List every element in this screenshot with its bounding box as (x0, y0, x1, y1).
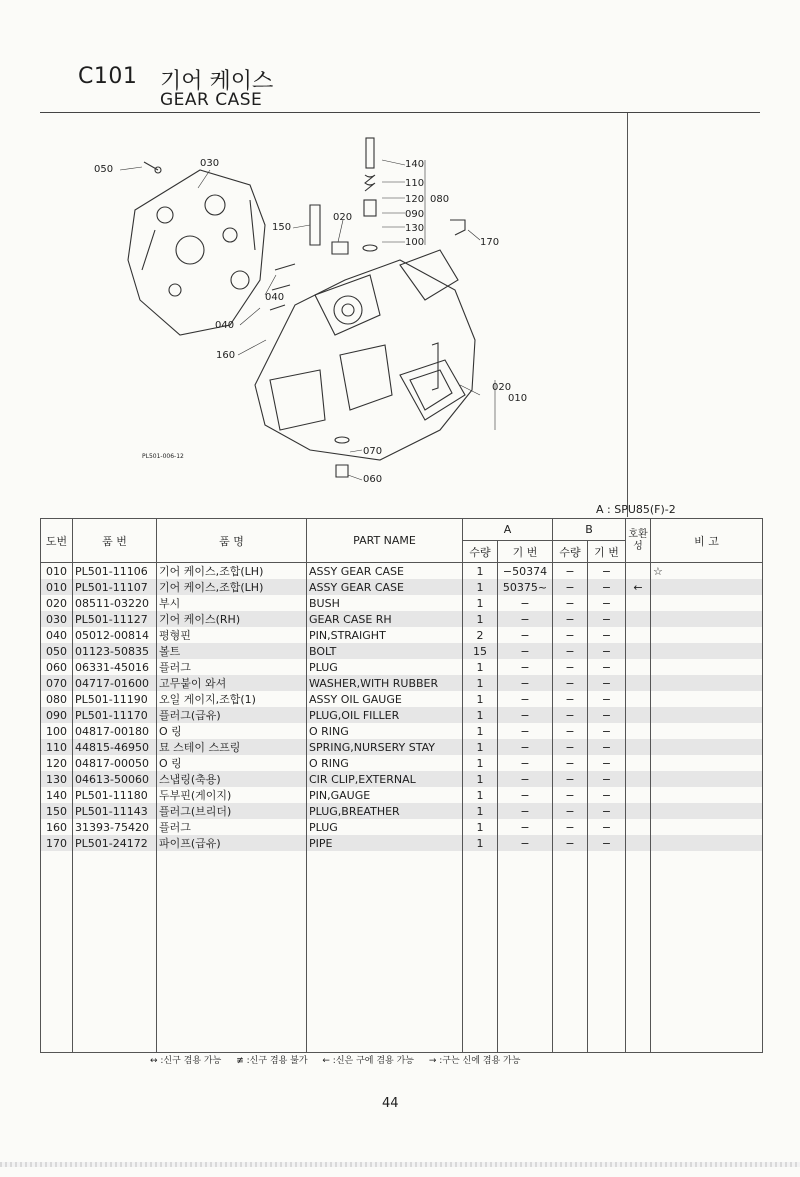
cell-part-name: O RING (307, 723, 463, 739)
cell-ref: 160 (41, 819, 73, 835)
cell-qty-b: − (553, 787, 588, 803)
cell-remarks (651, 595, 763, 611)
cell-ref: 140 (41, 787, 73, 803)
cell-part-no: PL501-11127 (73, 611, 157, 627)
cell-part-no: 05012-00814 (73, 627, 157, 643)
callout-label: 030 (200, 158, 220, 169)
empty-cell (157, 851, 307, 1053)
cell-serial-a: −50374 (498, 563, 553, 580)
cell-serial-b: − (588, 611, 626, 627)
cell-qty-a: 1 (463, 675, 498, 691)
cell-serial-b: − (588, 675, 626, 691)
cell-part-no: 08511-03220 (73, 595, 157, 611)
cell-serial-b: − (588, 755, 626, 771)
cell-compat: ← (626, 579, 651, 595)
cell-ref: 040 (41, 627, 73, 643)
cell-serial-b: − (588, 707, 626, 723)
cell-serial-b: − (588, 643, 626, 659)
col-qty-b: 수량 (553, 541, 588, 563)
cell-ref: 110 (41, 739, 73, 755)
cell-serial-a: − (498, 835, 553, 851)
cell-remarks (651, 579, 763, 595)
cell-qty-b: − (553, 643, 588, 659)
table-row (41, 707, 763, 723)
cell-qty-b: − (553, 579, 588, 595)
cell-ref: 070 (41, 675, 73, 691)
cell-part-no: PL501-11107 (73, 579, 157, 595)
cell-qty-a: 1 (463, 739, 498, 755)
col-qty-a: 수량 (463, 541, 498, 563)
cell-part-name: PLUG (307, 819, 463, 835)
cell-ref: 120 (41, 755, 73, 771)
cell-part-no: PL501-11170 (73, 707, 157, 723)
cell-serial-a: − (498, 643, 553, 659)
cell-part-name: PLUG,OIL FILLER (307, 707, 463, 723)
cell-ref: 100 (41, 723, 73, 739)
empty-cell (41, 851, 73, 1053)
table-row (41, 771, 763, 787)
callout-label: 170 (480, 237, 500, 248)
cell-part-name: ASSY GEAR CASE (307, 579, 463, 595)
col-group-a: A (463, 519, 553, 541)
empty-cell (553, 851, 588, 1053)
cell-qty-a: 1 (463, 803, 498, 819)
cell-serial-b: − (588, 787, 626, 803)
cell-remarks (651, 643, 763, 659)
cell-part-no: PL501-11180 (73, 787, 157, 803)
cell-qty-b: − (553, 803, 588, 819)
cell-remarks (651, 627, 763, 643)
callout-label: 090 (405, 209, 425, 220)
cell-compat (626, 835, 651, 851)
cell-compat (626, 627, 651, 643)
col-compat: 호환성 (626, 519, 651, 563)
table-row (41, 675, 763, 691)
cell-qty-a: 1 (463, 723, 498, 739)
cell-qty-a: 15 (463, 643, 498, 659)
cell-remarks (651, 787, 763, 803)
cell-part-name: CIR CLIP,EXTERNAL (307, 771, 463, 787)
table-row (41, 803, 763, 819)
callout-label: 050 (94, 164, 114, 175)
cell-remarks (651, 739, 763, 755)
cell-part-name: ASSY GEAR CASE (307, 563, 463, 580)
cell-serial-b: − (588, 723, 626, 739)
model-note: A : SPU85(F)-2 (596, 503, 676, 516)
cell-serial-a: − (498, 723, 553, 739)
cell-part-no: PL501-11143 (73, 803, 157, 819)
callout-label: 140 (405, 159, 425, 170)
cell-serial-a: 50375~ (498, 579, 553, 595)
cell-name-ko: 볼트 (157, 643, 307, 659)
cell-qty-a: 1 (463, 787, 498, 803)
cell-qty-a: 1 (463, 659, 498, 675)
empty-cell (463, 851, 498, 1053)
cell-qty-b: − (553, 627, 588, 643)
cell-qty-a: 1 (463, 819, 498, 835)
callout-label: 040 (215, 320, 235, 331)
cell-remarks (651, 675, 763, 691)
table-row (41, 563, 763, 580)
cell-part-no: PL501-11106 (73, 563, 157, 580)
cell-compat (626, 739, 651, 755)
cell-part-name: O RING (307, 755, 463, 771)
cell-qty-a: 1 (463, 563, 498, 580)
cell-compat (626, 787, 651, 803)
section-title-english: GEAR CASE (160, 90, 263, 110)
cell-serial-b: − (588, 835, 626, 851)
cell-compat (626, 675, 651, 691)
legend-item: → :구는 신에 겸용 가능 (428, 1056, 521, 1066)
cell-serial-a: − (498, 691, 553, 707)
col-part-name: PART NAME (307, 519, 463, 563)
cell-part-no: PL501-24172 (73, 835, 157, 851)
cell-name-ko: 플러그 (157, 819, 307, 835)
legend-item: ↔ :신구 겸용 가능 (150, 1056, 222, 1066)
cell-qty-b: − (553, 755, 588, 771)
cell-part-no: 06331-45016 (73, 659, 157, 675)
cell-qty-b: − (553, 659, 588, 675)
cell-compat (626, 819, 651, 835)
cell-serial-b: − (588, 659, 626, 675)
cell-serial-a: − (498, 659, 553, 675)
cell-name-ko: 부시 (157, 595, 307, 611)
cell-name-ko: 묘 스테이 스프링 (157, 739, 307, 755)
cell-remarks (651, 771, 763, 787)
cell-part-name: PIN,GAUGE (307, 787, 463, 803)
callout-label: 110 (405, 178, 425, 189)
cell-name-ko: 플러그(브리더) (157, 803, 307, 819)
cell-compat (626, 611, 651, 627)
cell-remarks (651, 659, 763, 675)
cell-compat (626, 595, 651, 611)
cell-name-ko: O 링 (157, 755, 307, 771)
compatibility-legend (150, 1053, 532, 1066)
cell-serial-a: − (498, 819, 553, 835)
table-row (41, 691, 763, 707)
cell-serial-a: − (498, 627, 553, 643)
cell-name-ko: O 링 (157, 723, 307, 739)
cell-serial-b: − (588, 563, 626, 580)
cell-compat (626, 803, 651, 819)
table-row (41, 643, 763, 659)
cell-qty-b: − (553, 563, 588, 580)
table-row (41, 755, 763, 771)
cell-ref: 050 (41, 643, 73, 659)
cell-part-no: 01123-50835 (73, 643, 157, 659)
cell-name-ko: 파이프(급유) (157, 835, 307, 851)
callout-label: 130 (405, 223, 425, 234)
header-divider (40, 112, 760, 113)
section-code: C101 (78, 64, 138, 89)
cell-serial-a: − (498, 611, 553, 627)
empty-cell (73, 851, 157, 1053)
callout-label: 020 (492, 382, 512, 393)
table-row (41, 627, 763, 643)
cell-ref: 010 (41, 563, 73, 580)
cell-qty-a: 1 (463, 835, 498, 851)
cell-part-name: ASSY OIL GAUGE (307, 691, 463, 707)
cell-name-ko: 평형핀 (157, 627, 307, 643)
col-group-b: B (553, 519, 626, 541)
cell-ref: 020 (41, 595, 73, 611)
cell-remarks (651, 835, 763, 851)
cell-ref: 060 (41, 659, 73, 675)
col-serial-b: 기 번 (588, 541, 626, 563)
cell-name-ko: 스냅링(축용) (157, 771, 307, 787)
table-row (41, 579, 763, 595)
callout-label: 040 (265, 292, 285, 303)
section-title-korean: 기어 케이스 (160, 69, 274, 94)
legend-item: ← :신은 구에 겸용 가능 (322, 1056, 414, 1066)
page-number: 44 (382, 1096, 399, 1111)
cell-qty-b: − (553, 835, 588, 851)
table-row (41, 611, 763, 627)
callout-label: 010 (508, 393, 528, 404)
figure-id: PL501-006-12 (142, 453, 184, 460)
cell-qty-b: − (553, 691, 588, 707)
cell-qty-b: − (553, 675, 588, 691)
table-row (41, 739, 763, 755)
cell-compat (626, 755, 651, 771)
table-row (41, 595, 763, 611)
cell-serial-b: − (588, 771, 626, 787)
cell-ref: 130 (41, 771, 73, 787)
cell-ref: 150 (41, 803, 73, 819)
cell-qty-a: 1 (463, 691, 498, 707)
empty-cell (626, 851, 651, 1053)
callout-label: 120 (405, 194, 425, 205)
cell-compat (626, 723, 651, 739)
empty-cell (588, 851, 626, 1053)
cell-qty-a: 1 (463, 595, 498, 611)
cell-name-ko: 플러그 (157, 659, 307, 675)
cell-qty-a: 2 (463, 627, 498, 643)
cell-compat (626, 659, 651, 675)
cell-part-no: 04717-01600 (73, 675, 157, 691)
cell-remarks (651, 691, 763, 707)
cell-remarks: ☆ (651, 563, 763, 580)
cell-ref: 010 (41, 579, 73, 595)
callout-label: 060 (363, 474, 383, 485)
cell-serial-b: − (588, 595, 626, 611)
cell-serial-a: − (498, 803, 553, 819)
cell-compat (626, 643, 651, 659)
legend-item: ≢ :신구 겸용 불가 (236, 1056, 308, 1066)
cell-qty-b: − (553, 739, 588, 755)
cell-compat (626, 563, 651, 580)
col-ref: 도번 (41, 519, 73, 563)
cell-name-ko: 두부핀(게이지) (157, 787, 307, 803)
cell-part-name: PLUG,BREATHER (307, 803, 463, 819)
cell-remarks (651, 707, 763, 723)
cell-ref: 080 (41, 691, 73, 707)
cell-part-name: BUSH (307, 595, 463, 611)
table-row (41, 819, 763, 835)
cell-part-no: 04817-00180 (73, 723, 157, 739)
callout-label: 150 (272, 222, 292, 233)
cell-part-name: WASHER,WITH RUBBER (307, 675, 463, 691)
cell-qty-b: − (553, 771, 588, 787)
cell-part-no: 44815-46950 (73, 739, 157, 755)
cell-part-name: BOLT (307, 643, 463, 659)
cell-serial-a: − (498, 771, 553, 787)
cell-part-no: 04613-50060 (73, 771, 157, 787)
empty-cell (307, 851, 463, 1053)
cell-ref: 030 (41, 611, 73, 627)
cell-qty-b: − (553, 819, 588, 835)
exploded-parts-diagram (80, 130, 560, 500)
cell-serial-b: − (588, 739, 626, 755)
table-row (41, 659, 763, 675)
cell-qty-b: − (553, 723, 588, 739)
callout-label: 100 (405, 237, 425, 248)
cell-serial-a: − (498, 675, 553, 691)
cell-serial-a: − (498, 787, 553, 803)
diagram-right-border (627, 113, 628, 517)
cell-remarks (651, 723, 763, 739)
parts-table (40, 518, 763, 1053)
cell-qty-b: − (553, 595, 588, 611)
callout-label: 080 (430, 194, 450, 205)
cell-serial-b: − (588, 691, 626, 707)
cell-qty-a: 1 (463, 771, 498, 787)
table-row (41, 835, 763, 851)
cell-serial-b: − (588, 579, 626, 595)
cell-ref: 090 (41, 707, 73, 723)
table-row (41, 723, 763, 739)
cell-part-name: PLUG (307, 659, 463, 675)
cell-serial-a: − (498, 707, 553, 723)
callout-label: 160 (216, 350, 236, 361)
cell-part-no: 31393-75420 (73, 819, 157, 835)
cell-qty-a: 1 (463, 755, 498, 771)
cell-serial-b: − (588, 627, 626, 643)
cell-name-ko: 플러그(급유) (157, 707, 307, 723)
cell-remarks (651, 611, 763, 627)
col-part-no: 품 번 (73, 519, 157, 563)
callout-label: 070 (363, 446, 383, 457)
cell-part-no: 04817-00050 (73, 755, 157, 771)
cell-serial-a: − (498, 739, 553, 755)
cell-part-no: PL501-11190 (73, 691, 157, 707)
callout-label: 020 (333, 212, 353, 223)
cell-name-ko: 기어 케이스(RH) (157, 611, 307, 627)
cell-qty-a: 1 (463, 579, 498, 595)
cell-ref: 170 (41, 835, 73, 851)
table-empty-space (41, 851, 763, 1053)
col-name-ko: 품 명 (157, 519, 307, 563)
parts-table-body (41, 563, 763, 1053)
cell-compat (626, 771, 651, 787)
cell-qty-a: 1 (463, 707, 498, 723)
cell-part-name: GEAR CASE RH (307, 611, 463, 627)
cell-serial-a: − (498, 595, 553, 611)
col-serial-a: 기 번 (498, 541, 553, 563)
cell-qty-b: − (553, 707, 588, 723)
table-row (41, 787, 763, 803)
cell-name-ko: 기어 케이스,조합(LH) (157, 579, 307, 595)
cell-name-ko: 기어 케이스,조합(LH) (157, 563, 307, 580)
cell-part-name: SPRING,NURSERY STAY (307, 739, 463, 755)
cell-name-ko: 고무붙이 와셔 (157, 675, 307, 691)
cell-part-name: PIN,STRAIGHT (307, 627, 463, 643)
cell-qty-a: 1 (463, 611, 498, 627)
cell-remarks (651, 803, 763, 819)
cell-serial-b: − (588, 819, 626, 835)
cell-serial-a: − (498, 755, 553, 771)
scan-edge (0, 1162, 800, 1167)
cell-part-name: PIPE (307, 835, 463, 851)
cell-qty-b: − (553, 611, 588, 627)
empty-cell (498, 851, 553, 1053)
cell-compat (626, 691, 651, 707)
empty-cell (651, 851, 763, 1053)
cell-name-ko: 오일 게이지,조합(1) (157, 691, 307, 707)
col-remarks: 비 고 (651, 519, 763, 563)
cell-serial-b: − (588, 803, 626, 819)
cell-remarks (651, 819, 763, 835)
gear-case-lh-outline (128, 170, 265, 335)
cell-compat (626, 707, 651, 723)
cell-remarks (651, 755, 763, 771)
